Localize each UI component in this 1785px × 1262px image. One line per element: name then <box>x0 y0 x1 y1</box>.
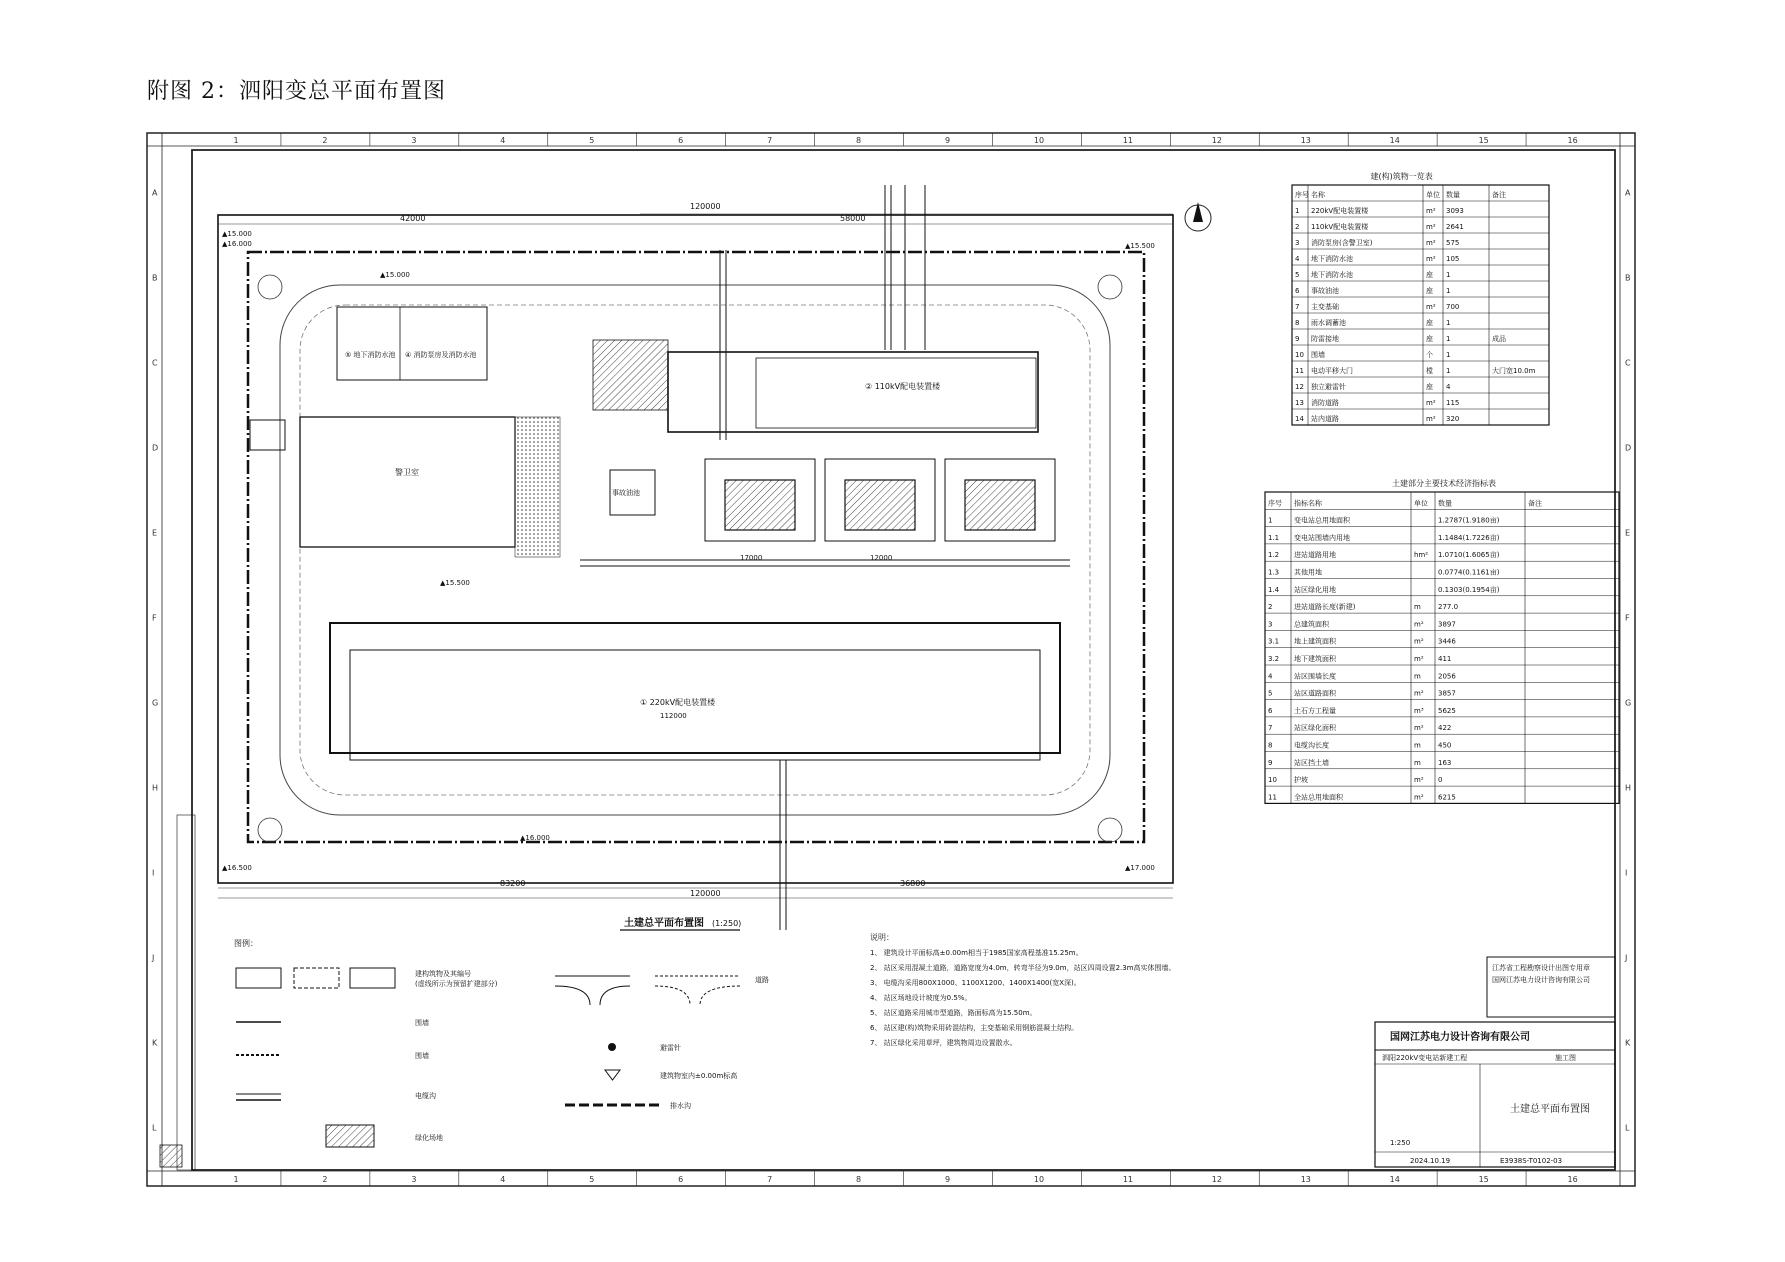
drawing-title: 土建总平面布置图 <box>624 918 704 929</box>
area-table-cell: 5 <box>1295 271 1300 279</box>
econ-table-cell: 3.1 <box>1268 637 1280 646</box>
note-5: 5、 站区道路采用城市型道路，路面标高为15.50m。 <box>870 1009 1037 1017</box>
area-table-cell: m² <box>1426 255 1436 263</box>
econ-table-cell: 1 <box>1268 516 1273 525</box>
area-table-cell: 4 <box>1446 383 1451 391</box>
legend-item-7: 避雷针 <box>660 1044 681 1052</box>
area-table-cell: 11 <box>1295 367 1304 375</box>
grid-col-6: 6 <box>678 1175 684 1184</box>
dim-total-bottom: 120000 <box>690 889 721 898</box>
econ-table-cell: 序号 <box>1268 499 1282 508</box>
elev-4: ▲16.500 <box>222 864 252 872</box>
econ-table-cell: 站区围墙长度 <box>1294 672 1336 681</box>
econ-table-cell: 变电站总用地面积 <box>1294 516 1350 525</box>
econ-table-cell: 422 <box>1438 724 1452 733</box>
econ-table-cell: 1.2 <box>1268 551 1280 560</box>
area-table-cell: 座 <box>1426 383 1433 391</box>
grid-col-12: 12 <box>1211 136 1222 145</box>
dim-total-top: 120000 <box>690 202 721 211</box>
area-table-cell: m² <box>1426 399 1436 407</box>
grid-row-E: E <box>152 528 158 538</box>
legend <box>234 938 769 1147</box>
econ-table-cell: 护坡 <box>1294 776 1308 785</box>
area-table-cell: 9 <box>1295 335 1300 343</box>
area-table-cell: 2 <box>1295 223 1300 231</box>
area-table-cell: 7 <box>1295 303 1300 311</box>
grid-col-16: 16 <box>1567 136 1578 145</box>
area-table-cell: m² <box>1426 415 1436 423</box>
econ-table-cell: 1.1484(1.7226亩) <box>1438 533 1500 542</box>
area-table-cell: 105 <box>1446 255 1460 263</box>
econ-table-cell: m² <box>1414 637 1424 646</box>
econ-table-cell: 3897 <box>1438 620 1456 629</box>
grid-col-15: 15 <box>1478 136 1489 145</box>
econ-table-cell: m³ <box>1414 706 1424 715</box>
grid-col-14: 14 <box>1389 1175 1400 1184</box>
grid-col-11: 11 <box>1122 1175 1134 1184</box>
area-table-cell: 座 <box>1426 271 1433 279</box>
econ-table-cell: 单位 <box>1414 499 1428 508</box>
grid-row-D: D <box>152 443 159 453</box>
area-table-cell: 序号 <box>1295 191 1309 199</box>
area-table-cell: m² <box>1426 239 1436 247</box>
area-table-cell: 1 <box>1446 351 1451 359</box>
econ-table-cell: 地下建筑面积 <box>1294 655 1336 663</box>
label-pump: ④ 消防泵房及消防水池 <box>405 351 477 359</box>
area-table-cell: 围墙 <box>1311 351 1325 359</box>
drawing-number: E3938S-T0102-03 <box>1500 1157 1563 1165</box>
area-table-cell: 1 <box>1446 335 1451 343</box>
inner-frame <box>192 150 1615 1170</box>
pump-house <box>337 307 487 380</box>
econ-table-cell: 411 <box>1438 655 1452 663</box>
grid-col-7: 7 <box>767 1175 773 1184</box>
area-table-title: 建(构)筑物一览表 <box>1370 172 1433 181</box>
area-table-cell: 大门宽10.0m <box>1492 367 1536 375</box>
note-2: 2、 站区采用混凝土道路，道路宽度为4.0m，转弯半径为9.0m，站区四周设置2.3m高实体围墙。 <box>870 964 1176 972</box>
econ-table-cell: 其他用地 <box>1294 568 1322 577</box>
area-table-cell: 数量 <box>1446 191 1460 199</box>
econ-table-title: 土建部分主要技术经济指标表 <box>1392 479 1496 488</box>
econ-table-cell: 277.0 <box>1438 603 1459 612</box>
label-guard: 警卫室 <box>395 468 419 477</box>
qr-code-icon <box>160 1145 182 1167</box>
dim-main-bay-2: 12000 <box>870 554 893 562</box>
econ-table-cell: 8 <box>1268 741 1273 750</box>
area-table-cell: 成品 <box>1492 335 1506 343</box>
design-notes <box>870 932 1176 1048</box>
econ-table-cell: 5625 <box>1438 706 1456 715</box>
grid-col-16: 16 <box>1567 1175 1578 1184</box>
econ-table-cell: 电缆沟长度 <box>1294 741 1329 750</box>
dim-bottom-1: 83200 <box>500 879 526 888</box>
econ-table-cell: m² <box>1414 776 1424 785</box>
econ-table-cell: 3446 <box>1438 637 1456 646</box>
grid-row-K: K <box>152 1038 158 1048</box>
econ-table-cell: 1.0710(1.6065亩) <box>1438 551 1500 560</box>
title-block <box>1375 957 1615 1167</box>
grid-col-2: 2 <box>322 136 328 145</box>
area-table-cell: m² <box>1426 303 1436 311</box>
econ-table-cell: 4 <box>1268 672 1273 681</box>
elev-3: ▲15.500 <box>1125 242 1155 250</box>
elev-7: ▲15.500 <box>440 579 470 587</box>
econ-table-cell: 10 <box>1268 776 1277 785</box>
grid-col-10: 10 <box>1033 136 1045 145</box>
econ-table-cell: 6215 <box>1438 793 1456 802</box>
note-1: 1、 建筑设计平面标高±0.00m相当于1985国家高程基准15.25m。 <box>870 949 1083 957</box>
elev-5: ▲17.000 <box>1125 864 1155 872</box>
econ-table-cell: 1.3 <box>1268 568 1280 577</box>
grid-row-C: C <box>152 358 158 368</box>
area-table-cell: 1 <box>1295 207 1300 215</box>
building-110kv <box>668 352 1038 432</box>
note-3: 3、 电缆沟采用800X1000、1100X1200、1400X1400(宽X深)。 <box>870 979 1081 987</box>
econ-table-cell: 2 <box>1268 603 1273 612</box>
grid-row-F: F <box>152 613 157 623</box>
grid-col-5: 5 <box>589 1175 595 1184</box>
econ-table-cell: 0.0774(0.1161亩) <box>1438 568 1500 577</box>
dim-220-inner: 112000 <box>660 712 687 720</box>
econ-table-cell: 9 <box>1268 758 1273 767</box>
econ-table-cell: m <box>1414 603 1421 612</box>
econ-table-cell: 站区挡土墙 <box>1294 758 1329 767</box>
econ-table-cell: 6 <box>1268 706 1273 715</box>
grid-col-1: 1 <box>233 1175 239 1184</box>
area-table-cell: 事故油池 <box>1311 287 1339 295</box>
grid-row-C: C <box>1625 358 1631 368</box>
area-table-cell: 115 <box>1446 399 1460 407</box>
grid-row-L: L <box>1625 1123 1630 1133</box>
econ-table-cell: 5 <box>1268 689 1273 698</box>
econ-table-cell: 1.4 <box>1268 585 1280 594</box>
econ-table-cell: 进站道路长度(新建) <box>1294 603 1356 612</box>
grid-col-14: 14 <box>1389 136 1400 145</box>
elev-1: ▲15.000 <box>222 230 252 238</box>
approval-2: 国网江苏电力设计咨询有限公司 <box>1492 976 1590 984</box>
area-table-cell: 消防泵房(含警卫室) <box>1311 239 1373 247</box>
grid-row-A: A <box>152 188 158 198</box>
grid-col-9: 9 <box>944 136 951 145</box>
area-table-cell: 1 <box>1446 287 1451 295</box>
green-area-left <box>515 417 560 557</box>
lightning-rod-icons <box>258 275 1122 842</box>
grid-col-6: 6 <box>678 136 684 145</box>
grid-col-1: 1 <box>233 136 239 145</box>
area-table-cell: 14 <box>1295 415 1304 423</box>
econ-table-cell: 站区绿化面积 <box>1294 724 1336 733</box>
grid-row-B: B <box>1625 273 1631 283</box>
area-table-cell: 1 <box>1446 271 1451 279</box>
grid-col-5: 5 <box>589 136 595 145</box>
area-table-cell: 樘 <box>1426 367 1433 375</box>
grid-col-9: 9 <box>944 1175 951 1184</box>
label-accident: 事故油池 <box>612 489 640 497</box>
grid-col-12: 12 <box>1211 1175 1222 1184</box>
area-table-cell: 2641 <box>1446 223 1464 231</box>
grid-row-A: A <box>1625 188 1631 198</box>
label-110kv: ② 110kV配电装置楼 <box>865 382 941 391</box>
legend-item-3: 围墙 <box>415 1052 429 1060</box>
econ-table-cell: hm² <box>1414 551 1429 560</box>
area-table-cell: 个 <box>1426 351 1433 359</box>
area-table-cell: 主变基础 <box>1311 303 1339 311</box>
area-table-cell: 320 <box>1446 415 1460 423</box>
area-table-cell: 独立避雷针 <box>1311 383 1346 391</box>
area-table-cell: 3 <box>1295 239 1300 247</box>
grid-col-8: 8 <box>856 1175 862 1184</box>
grid-row-J: J <box>1625 953 1628 963</box>
area-table-cell: 10 <box>1295 351 1304 359</box>
grid-col-3: 3 <box>411 1175 417 1184</box>
elev-6: ▲15.000 <box>380 271 410 279</box>
econ-table-cell: 备注 <box>1528 499 1542 508</box>
grid-row-K: K <box>1625 1038 1631 1048</box>
legend-item-4: 电缆沟 <box>415 1092 436 1100</box>
econ-table-cell: 地上建筑面积 <box>1294 637 1336 646</box>
econ-table-cell: 7 <box>1268 724 1273 733</box>
legend-item-5: 绿化场地 <box>415 1134 443 1142</box>
grid-row-G: G <box>1625 698 1632 708</box>
area-table-cell: 站内道路 <box>1311 415 1339 423</box>
grid-row-J: J <box>152 953 155 963</box>
grid-row-H: H <box>1625 783 1632 793</box>
grid-row-H: H <box>152 783 159 793</box>
econ-table-cell: m² <box>1414 724 1424 733</box>
econ-table-cell: 1.2787(1.9180亩) <box>1438 516 1500 525</box>
grid-col-4: 4 <box>500 136 506 145</box>
econ-table-cell: 数量 <box>1438 499 1452 508</box>
sheet-date: 2024.10.19 <box>1410 1157 1451 1165</box>
site-boundary <box>218 215 1173 883</box>
approval-1: 江苏省工程勘察设计出图专用章 <box>1492 964 1590 972</box>
area-table-cell: 名称 <box>1311 191 1325 199</box>
econ-table-cell: 2056 <box>1438 672 1456 681</box>
label-220kv: ① 220kV配电装置楼 <box>640 698 716 707</box>
area-table-cell: 1 <box>1446 367 1451 375</box>
econ-table-cell: m² <box>1414 655 1424 663</box>
econ-table-cell: 站区绿化用地 <box>1294 585 1336 594</box>
area-table-cell: 6 <box>1295 287 1300 295</box>
area-table-cell: 8 <box>1295 319 1300 327</box>
econ-table-cell: 450 <box>1438 741 1452 750</box>
econ-table-cell: m <box>1414 672 1421 681</box>
econ-table-cell: 土石方工程量 <box>1294 706 1336 715</box>
econ-table-cell: 11 <box>1268 793 1277 802</box>
econ-table-cell: 3.2 <box>1268 655 1280 663</box>
elev-8: ▲16.000 <box>520 834 550 842</box>
area-table-cell: 575 <box>1446 239 1460 247</box>
econ-table-cell: m² <box>1414 689 1424 698</box>
area-table-cell: 地下消防水池 <box>1311 271 1353 279</box>
area-table-cell: 备注 <box>1492 191 1506 199</box>
area-table-cell: 座 <box>1426 319 1433 327</box>
sheet-scale: 1:250 <box>1390 1139 1411 1147</box>
company-name: 国网江苏电力设计咨询有限公司 <box>1390 1032 1530 1043</box>
grid-row-I: I <box>1625 868 1628 878</box>
econ-table-cell: 变电站围墙内用地 <box>1294 533 1350 542</box>
guard-house <box>300 417 515 547</box>
grid-row-B: B <box>152 273 158 283</box>
legend-item-1: (虚线所示为预留扩建部分) <box>415 980 498 988</box>
stage: 施工图 <box>1555 1054 1576 1062</box>
grid-row-L: L <box>152 1123 157 1133</box>
econ-table-cell: 总建筑面积 <box>1294 620 1329 629</box>
econ-table-cell: m <box>1414 741 1421 750</box>
econ-table-cell: 站区道路面积 <box>1294 689 1336 698</box>
dim-main-bay: 17000 <box>740 554 763 562</box>
building-220kv <box>330 623 1060 753</box>
legend-title: 图例： <box>234 939 258 948</box>
econ-table-cell: 0.1303(0.1954亩) <box>1438 585 1500 594</box>
grid-row-E: E <box>1625 528 1631 538</box>
note-7: 7、 站区绿化采用草坪，建筑物周边设置散水。 <box>870 1039 1017 1047</box>
grid-col-15: 15 <box>1478 1175 1489 1184</box>
area-table-cell: 4 <box>1295 255 1300 263</box>
dim-top-2: 58000 <box>840 214 866 223</box>
econ-table-cell: 指标名称 <box>1294 499 1322 508</box>
legend-item-9: 排水沟 <box>670 1102 691 1110</box>
area-table-cell: m² <box>1426 207 1436 215</box>
notes-title: 说明： <box>870 933 894 942</box>
project-name: 泗阳220kV变电站新建工程 <box>1382 1054 1468 1062</box>
grid-row-I: I <box>152 868 155 878</box>
area-table-cell: 地下消防水池 <box>1311 255 1353 263</box>
area-table-cell: 110kV配电装置楼 <box>1311 223 1369 231</box>
legend-item-2: 围墙 <box>415 1019 429 1027</box>
grid-row-G: G <box>152 698 159 708</box>
area-table-cell: 12 <box>1295 383 1304 391</box>
elev-2: ▲16.000 <box>222 240 252 248</box>
econ-table-cell: 全站总用地面积 <box>1294 793 1343 802</box>
dim-bottom-2: 36800 <box>900 879 926 888</box>
econ-table-cell: 163 <box>1438 758 1452 767</box>
grid-col-13: 13 <box>1300 136 1311 145</box>
econ-table-cell: m² <box>1414 793 1424 802</box>
grid-col-10: 10 <box>1033 1175 1045 1184</box>
label-tank: ⑤ 地下消防水池 <box>345 351 396 359</box>
dim-top-1: 42000 <box>400 214 426 223</box>
grid-col-8: 8 <box>856 136 862 145</box>
econ-table-cell: 3 <box>1268 620 1273 629</box>
grid-col-4: 4 <box>500 1175 506 1184</box>
grid-col-11: 11 <box>1122 136 1134 145</box>
area-table-cell: 座 <box>1426 335 1433 343</box>
area-table-cell: 700 <box>1446 303 1460 311</box>
grid-col-2: 2 <box>322 1175 328 1184</box>
area-table-cell: 3093 <box>1446 207 1464 215</box>
main-transformer-area <box>705 459 1055 562</box>
legend-item-0: 建构筑物及其编号 <box>415 970 471 978</box>
econ-table-cell: 进站道路用地 <box>1294 551 1336 560</box>
north-arrow-icon <box>1185 202 1211 231</box>
grid-col-13: 13 <box>1300 1175 1311 1184</box>
legend-item-6: 道路 <box>755 976 769 984</box>
drawing-scale: (1:250) <box>712 919 742 928</box>
area-table-cell: 电动平移大门 <box>1311 367 1353 375</box>
econ-table-cell: m <box>1414 758 1421 767</box>
area-table-cell: 座 <box>1426 287 1433 295</box>
area-table-cell: 13 <box>1295 399 1304 407</box>
grid-col-3: 3 <box>411 136 417 145</box>
econ-table-cell: 3857 <box>1438 689 1456 698</box>
area-table-cell: m² <box>1426 223 1436 231</box>
area-table-cell: 消防道路 <box>1311 399 1339 407</box>
area-table-cell: 1 <box>1446 319 1451 327</box>
building-area-table <box>1292 171 1549 425</box>
sheet-name: 土建总平面布置图 <box>1510 1104 1590 1115</box>
area-table-cell: 单位 <box>1426 191 1440 199</box>
grid-col-7: 7 <box>767 136 773 145</box>
econ-table-cell: 0 <box>1438 776 1443 785</box>
area-table-cell: 防雷接地 <box>1311 335 1339 343</box>
note-6: 6、 站区建(构)筑物采用砖混结构，主变基础采用钢筋混凝土结构。 <box>870 1024 1079 1032</box>
area-table-cell: 220kV配电装置楼 <box>1311 207 1369 215</box>
econ-table-cell: m² <box>1414 620 1424 629</box>
economic-indicator-table <box>1265 478 1619 803</box>
grid-row-F: F <box>1625 613 1630 623</box>
lightning-rod-legend-icon <box>608 1043 616 1051</box>
area-table-cell: 雨水调蓄池 <box>1311 319 1346 327</box>
grid-row-D: D <box>1625 443 1632 453</box>
legend-item-8: 建筑物室内±0.00m标高 <box>660 1072 738 1080</box>
figure-caption: 附图 2：泗阳变总平面布置图 <box>147 79 446 104</box>
econ-table-cell: 1.1 <box>1268 533 1280 542</box>
note-4: 4、 站区场地设计坡度为0.5%。 <box>870 994 972 1002</box>
